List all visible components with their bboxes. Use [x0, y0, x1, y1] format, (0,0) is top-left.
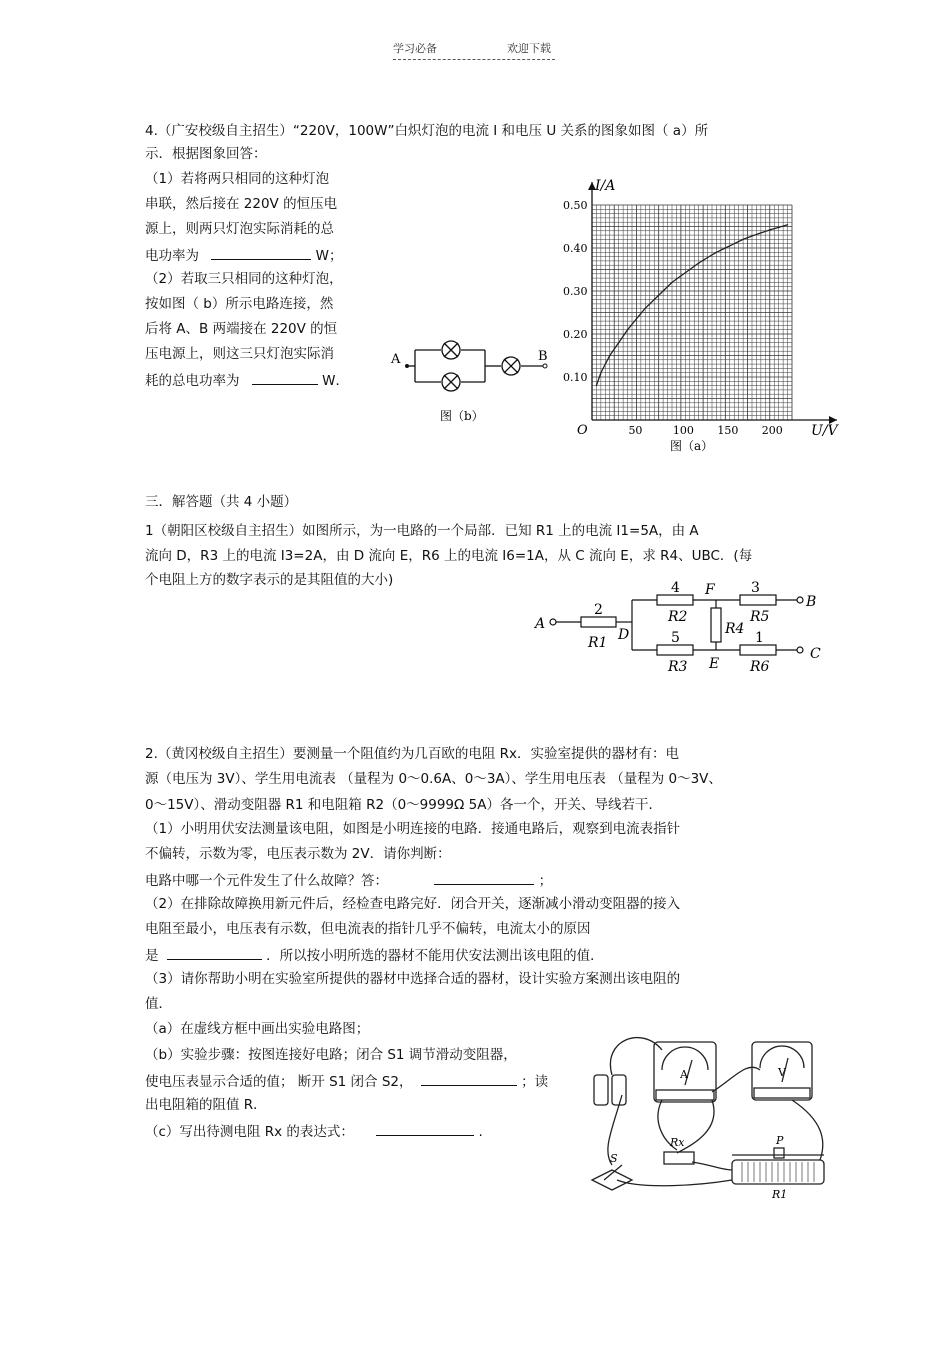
p1-line2: 流向 D，R3 上的电流 I3=2A，由 D 流向 E，R6 上的电流 I6=1A，从 C 流向 E，求 R4、UBC．(每 [145, 548, 753, 564]
header-right: 欢迎下载 [507, 42, 551, 55]
chart-origin-label: O [577, 423, 588, 438]
p2-q3b-lead: 使电压表显示合适的值； 断开 S1 闭合 S2， [145, 1074, 413, 1090]
q4-p1-l4 [145, 245, 342, 265]
chart-point [609, 355, 610, 356]
q4-p2-l2: 按如图（ b）所示电路连接，然 [145, 296, 334, 312]
chart-point [734, 243, 735, 244]
p2-q3-line2: 值． [145, 996, 172, 1012]
r3-value: 5 [671, 630, 680, 646]
x-tick-label: 100 [672, 424, 694, 437]
y-tick-label: 0.20 [563, 328, 588, 341]
chart-point [778, 227, 779, 228]
r2-value: 4 [671, 580, 680, 596]
x-tick-label: 150 [717, 424, 739, 437]
chart-point [689, 269, 690, 270]
q4-p2-l4: 压电源上，则这三只灯泡实际消 [145, 346, 334, 362]
node-a-label: A [535, 616, 546, 632]
terminal-b-label: B [538, 349, 548, 364]
slider-label: P [776, 1134, 784, 1147]
chart-point [787, 224, 788, 225]
battery-cell-2 [612, 1075, 626, 1105]
y-tick-label: 0.50 [563, 199, 588, 212]
terminal-a-label: A [391, 352, 401, 367]
node-d-label: D [618, 627, 630, 643]
chart-axes [588, 182, 837, 424]
rx-label: Rx [670, 1136, 685, 1149]
chart-point [600, 372, 601, 373]
figure-b-circuit [385, 330, 555, 430]
resistor-r2 [657, 595, 693, 605]
chart-point [627, 329, 628, 330]
p2-q3b-line3: 出电阻箱的阻值 R． [145, 1097, 267, 1113]
chart-ylabel: I/A [595, 178, 616, 194]
node-f-label: F [705, 582, 715, 598]
rheostat-label: R1 [772, 1188, 788, 1201]
resistor-r6 [740, 645, 776, 655]
chart-point [645, 308, 646, 309]
p2-answer-blank-4[interactable] [376, 1121, 474, 1136]
chart-xlabel: U/V [811, 423, 838, 439]
y-tick-label: 0.40 [563, 242, 588, 255]
x-tick-label: 200 [761, 424, 783, 437]
r1-value: 2 [594, 602, 603, 618]
y-tick-label: 0.10 [563, 371, 588, 384]
q4-answer-blank-2[interactable] [252, 370, 318, 385]
p2-q3-line4: （b）实验步骤：按图连接好电路；闭合 S1 调节滑动变阻器， [145, 1047, 517, 1063]
chart-ticks [563, 199, 783, 437]
p2-line2: 源（电压为 3V）、学生用电流表 （量程为 0～0.6A、0～3A）、学生用电压表 （量程为 0～3V、 [145, 771, 722, 787]
p2-line4: （1）小明用伏安法测量该电阻，如图是小明连接的电路．接通电路后，观察到电流表指针 [145, 821, 681, 837]
p2-line1: 2.（黄冈校级自主招生）要测量一个阻值约为几百欧的电阻 Rx．实验室提供的器材有：电 [145, 746, 680, 762]
r5-value: 3 [751, 580, 760, 596]
p2-q1-end: ； [538, 873, 553, 889]
r3-label: R3 [668, 659, 688, 675]
chart-point [663, 290, 664, 291]
p2-answer-blank-2[interactable] [167, 945, 262, 960]
p1-resistor-network [535, 578, 835, 683]
p1-line1: 1（朝阳区校级自主招生）如图所示，为一电路的一个局部．已知 R1 上的电流 I1=5A，由 A [145, 523, 699, 539]
page-header [393, 40, 555, 60]
q4-p1-l1: （1）若将两只相同的这种灯泡 [145, 171, 330, 187]
p2-answer-blank-1[interactable] [434, 870, 534, 885]
chart-point [671, 282, 672, 283]
chart-point [769, 229, 770, 230]
resistor-r1 [581, 617, 616, 627]
p2-q2-line1: （2）在排除故障换用新元件后，经检查电路完好．闭合开关，逐渐减小滑动变阻器的接入 [145, 896, 681, 912]
p2-q3c-tail: . [478, 1124, 483, 1140]
chart-point [760, 232, 761, 233]
p2-q2-answer-line [145, 945, 604, 965]
q4-p1-l4-text: 电功率为 [145, 248, 199, 264]
r5-label: R5 [750, 609, 770, 625]
p2-q3b-tail: ；读 [521, 1074, 549, 1090]
chart-point [680, 275, 681, 276]
q4-line2: 示．根据图象回答： [145, 146, 267, 162]
p2-q2-line2: 电阻至最小，电压表有示数，但电流表的指针几乎不偏转，电流太小的原因 [145, 921, 591, 937]
p2-q1-lead: 电路中哪一个元件发生了什么故障？答： [145, 873, 388, 889]
p2-q2-tail: ．所以按小明所选的器材不能用伏安法测出该电阻的值． [266, 948, 604, 964]
q4-p2-l3: 后将 A、B 两端接在 220V 的恒 [145, 321, 338, 337]
chart-point [751, 235, 752, 236]
q4-p2-l1: （2）若取三只相同的这种灯泡， [145, 271, 343, 287]
r6-label: R6 [750, 659, 770, 675]
chart-point [716, 252, 717, 253]
apparatus-photo [582, 1020, 832, 1201]
r1-label: R1 [588, 635, 608, 651]
chart-point [596, 385, 597, 386]
chart-point [743, 239, 744, 240]
resistor-r3 [657, 645, 693, 655]
rx-resistor [664, 1152, 694, 1164]
r4-label: R4 [725, 621, 745, 637]
p2-line3: 0～15V）、滑动变阻器 R1 和电阻箱 R2（0～9999Ω 5A）各一个，开关、导线若干． [145, 797, 662, 813]
switch-label: S [610, 1152, 618, 1165]
resistor-r5 [740, 595, 776, 605]
q4-p1-l3: 源上，则两只灯泡实际消耗的总 [145, 221, 334, 237]
node-b-label: B [806, 594, 817, 610]
p2-q3-line3: （a）在虚线方框中画出实验电路图； [145, 1021, 370, 1037]
q4-line1: 4.（广安校级自主招生）“220V，100W”白炽灯泡的电流 I 和电压 U 关系的图象如图（ a）所 [145, 123, 709, 139]
chart-series-line [596, 225, 787, 386]
chart-grid [592, 205, 792, 420]
x-tick-label: 50 [628, 424, 643, 437]
p1-line3: 个电阻上方的数字表示的是其阻值的大小) [145, 572, 394, 588]
resistor-r4 [711, 608, 721, 642]
voltmeter-label: V [778, 1066, 786, 1079]
node-c-label: C [810, 646, 821, 662]
battery-cell-1 [594, 1075, 608, 1105]
ammeter-label: A [680, 1068, 688, 1081]
p2-q3b-line2 [145, 1071, 548, 1091]
header-left: 学习必备 [393, 42, 437, 55]
chart-caption: 图（a） [670, 439, 714, 453]
p2-q3-line1: （3）请你帮助小明在实验室所提供的器材中选择合适的器材，设计实验方案测出该电阻的 [145, 971, 681, 987]
chart-point [654, 299, 655, 300]
p2-q1-answer-line [145, 870, 552, 890]
r6-value: 1 [755, 630, 764, 646]
chart-point [725, 247, 726, 248]
section-3-title: 三．解答题（共 4 小题） [145, 494, 298, 510]
chart-point [636, 318, 637, 319]
y-tick-label: 0.30 [563, 285, 588, 298]
q4-answer-blank-1[interactable] [211, 245, 311, 260]
q4-p1-l2: 串联，然后接在 220V 的恒压电 [145, 196, 338, 212]
p2-line5: 不偏转，示数为零，电压表示数为 2V．请你判断： [145, 846, 451, 862]
q4-p2-l5 [145, 370, 349, 390]
q4-p1-unit: W； [315, 248, 343, 264]
p2-q2-lead: 是 [145, 948, 159, 964]
r2-label: R2 [668, 609, 688, 625]
figure-b-caption: 图（b） [440, 409, 484, 423]
q4-p2-l5-text: 耗的总电功率为 [145, 373, 240, 389]
p2-answer-blank-3[interactable] [421, 1071, 517, 1086]
q4-p2-unit: W． [322, 373, 349, 389]
p2-q3c-line [145, 1121, 483, 1141]
chart-point [698, 262, 699, 263]
figure-a-chart [560, 172, 845, 457]
node-e-label: E [709, 656, 720, 672]
chart-point [707, 257, 708, 258]
chart-point [618, 342, 619, 343]
p2-q3c-lead: （c）写出待测电阻 Rx 的表达式： [145, 1124, 354, 1140]
